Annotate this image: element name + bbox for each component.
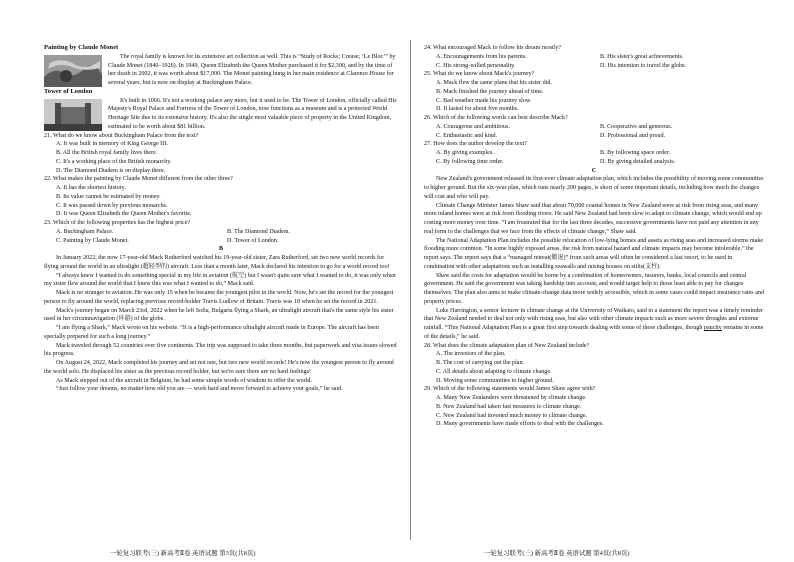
harrington-text-end: remains in some of the details,” he said. (424, 325, 764, 340)
passage-b-paragraph: Mack traveled through 52 countries over five continents. The trip was supposed to take three months, but paperwork and visa issues slowed his progress. (44, 342, 397, 358)
q29-option-d: D. Many governments have made efforts to deal with the challenges. (436, 421, 604, 428)
q24-option-a: A. Encouragements from his parents. (436, 53, 527, 60)
question-28: 28. What does the climate adaptation plan of New Zealand include? (424, 342, 590, 349)
monet-text: The royal family is known for its extensive art collection as well. This is “Study of Rocks; Creuse; ‘Le Bloc’” by Claude Monet (1840–1926). In 1949, Queen Elizabeth the Queen Mother purchased it for $2,300, and by the time of her death in 2002, it was worth about $17,000. The Monet painting hung in her main residence at Clarence House for several years, but is now on display at Buckingham Palace. (108, 53, 396, 86)
q29-option-c: C. New Zealand had invested much money to climate change. (436, 412, 588, 419)
question-22: 22. What makes the painting by Claude Monet different from the other three? (44, 176, 233, 183)
passage-b-paragraph: “I am flying a Shark,” Mack wrote on his website. “It is a high-performance ultralight aircraft made in Europe. The aircraft has been specially prepared for such a long journey.” (44, 325, 379, 340)
section-c-heading: C (591, 167, 597, 174)
q25-option-d: D. It lasted for about five months. (436, 106, 519, 113)
page-4-column (424, 44, 764, 429)
q28-option-b: B. The cost of carrying out the plan. (436, 360, 525, 366)
page-divider (410, 40, 411, 540)
question-29: 29. Which of the following statements would James Shaw agree with? (424, 386, 596, 393)
section-b-heading: B (218, 246, 224, 253)
q26-option-a: A. Courageous and ambitious. (436, 123, 510, 130)
passage-c-paragraph: The National Adaptation Plan includes the possible relocation of low-lying homes and assets as rising seas and increased storms make flooding more common. “In some highly exposed areas, the risk from natural hazard and climate impacts may become intolerable,” the report says. The report says that a “managed retreat(撤退)” from such areas will often be considered a last resort, to be used in combination with other adaptations such as installing seawalls and raising houses on stilts(支柱). (424, 237, 764, 270)
q21-option-d: D. The Diamond Diadem is on display there. (56, 167, 166, 174)
page-3-footer: 一轮复习联考(三) 新高考Ⅱ卷 英语试题 第3页(共8页) (110, 550, 256, 557)
tower-text: It's built in 1066. It's not a working palace any more, but it used to be. The Tower of London, officially called His Majesty's Royal Palace and Fortress of the Tower of London, now functions as a museum and is a protected World Heritage Site due to its extensive history. It's also the single most valuable piece of property in the United Kingdom, estimated to be worth about $81 billion. (108, 97, 397, 130)
q25-option-b: B. Mack finished the journey ahead of time. (436, 88, 544, 95)
q24-option-b: B. His sister's great achievements. (600, 53, 684, 60)
question-24: 24. What encouraged Mack to follow his dream mostly? (424, 45, 562, 51)
monet-heading: Painting by Claude Monet (44, 44, 119, 51)
q28-option-d: D. Moving some communities to higher ground. (436, 377, 554, 384)
page-4-footer: 一轮复习联考(三) 新高考Ⅱ卷 英语试题 第4页(共8页) (484, 550, 630, 557)
monet-painting-image (44, 55, 102, 87)
q25-option-a: A. Mack flew the same plane that his sister did. (436, 80, 552, 86)
q22-option-a: A. It has the shortest history. (56, 185, 126, 191)
q27-option-a: A. By giving examples. (436, 150, 494, 156)
underlined-word: paucity (703, 325, 722, 331)
question-26: 26. Which of the following words can best describe Mack? (424, 115, 568, 121)
passage-b-paragraph: On August 24, 2022, Mack completed his journey and set not one, but two new world records! He's now the youngest person to fly around the world solo. He displaced his sister as the previous record holder, but we're sure there are no hard feelings! (44, 360, 394, 375)
q21-option-c: C. It's a working place of the British monarchy. (56, 158, 172, 165)
monet-block (44, 53, 398, 88)
question-21: 21. What do we know about Buckingham Palace from the text? (44, 132, 199, 139)
question-27: 27. How does the author develop the text? (424, 141, 527, 148)
q23-options-row-1 (44, 228, 398, 237)
q23-option-c: C. Painting by Claude Monet. (56, 237, 129, 244)
q26-option-b: B. Cooperative and generous. (600, 123, 673, 130)
q22-option-d: D. It was Queen Elizabeth the Queen Mother's favorite. (56, 211, 192, 218)
question-25: 25. What do we know about Mack's journey? (424, 71, 535, 78)
q26-option-d: D. Professional and proud. (600, 132, 666, 139)
q29-option-b: B. New Zealand had taken fast measures to climate change. (436, 403, 582, 410)
passage-c-paragraph: New Zealand's government released its first-ever climate adaptation plan, which includes the possibility of moving some communities to higher ground. But the six-year plan, which runs nearly 200 pages, is short of some important details, including how much the changes will cost and who will pay. (424, 176, 764, 200)
q24-option-d: D. His intention to travel the globe. (600, 62, 687, 69)
q26-option-c: C. Enthusiastic and kind. (436, 132, 498, 139)
q22-option-c: C. It was passed down by previous monarchs. (56, 202, 168, 209)
passage-b-paragraph: As Mack stepped out of the aircraft in Belgium, he had some simple words of wisdom to offer the world. (56, 377, 312, 384)
q28-option-c: C. All details about adapting to climate change. (436, 368, 552, 375)
q23-options-row-2 (44, 237, 398, 246)
passage-b-paragraph: “I always knew I wanted to do something special in my life in aviation (航空) but I wasn't quite sure what I wanted to do, it was only when my sister flew around the world that I knew this was what I wanted to do,” Mack said. (44, 272, 396, 288)
harrington-text: Luke Harrington, a senior lecturer in climate change at the University of Waikato, said in a statement the report was a timely reminder that New Zealand needed to deal not only with rising seas, but also with other climate impacts such as more severe droughts and extreme rainfall. “This National Adaptation Plan is a great first step towards dealing with some of these challenges, though (424, 307, 763, 331)
tower-block (44, 97, 398, 132)
q27-options-row-1 (424, 149, 764, 158)
q22-option-b: B. Its value cannot be estimated by money. (56, 193, 161, 200)
passage-b-paragraph: Mack is no stranger to aviation. He was only 15 when he became the youngest pilot in the world. Now, he's set the record for the youngest person to fly around the world, replacing previous record-holder Travis Ludlow of Britain. Travis was 18 when he set the record in 2021. (44, 290, 394, 305)
q27-option-b: B. By following space order. (600, 150, 671, 156)
q28-option-a: A. The investors of the plan. (436, 351, 506, 358)
passage-b-paragraph: “Just follow your dreams, no matter how old you are — work hard and move forward to achieve your goals,” he said. (56, 386, 343, 393)
q27-option-d: D. By giving detailed analysis. (600, 158, 676, 165)
q25-option-c: C. Bad weather made his journey slow. (436, 97, 532, 104)
q27-option-c: C. By following time order. (436, 158, 504, 165)
passage-b-paragraph: Mack's journey began on March 23rd, 2022 when he left Sofia, Bulgaria flying a Shark, an ultralight aircraft that's the same style his sister used in her circumnavigation (环游) of the globe. (44, 307, 394, 323)
q26-options-row-2 (424, 132, 764, 141)
q23-option-b: B. The Diamond Diadem. (227, 228, 291, 235)
q21-option-a: A. It was built in memory of King George III. (56, 141, 168, 148)
tower-of-london-image (44, 99, 102, 131)
page-3-column (44, 44, 398, 394)
q21-option-b: B. All the British royal family lives there. (56, 150, 158, 156)
passage-c-paragraph: Shaw said the costs for adaptation would be borne by a combination of homeowners, insurers, banks, local councils and central government. He said the government was taking hardship into account, and would target help to those least able to pay for changes themselves. The plan also aims to make climate-change data more widely accessible, which in some cases could impact insurance rates and property prices. (424, 272, 765, 305)
q26-options-row-1 (424, 123, 764, 132)
passage-c-paragraph-harrington (424, 307, 764, 342)
q29-option-a: A. Many New Zealanders were threatened by climate change. (436, 395, 587, 401)
tower-heading: Tower of London (44, 87, 93, 95)
q24-options-row-1 (424, 53, 764, 62)
q24-options-row-2 (424, 62, 764, 71)
q24-option-c: C. His strong-willed personality. (436, 62, 516, 69)
passage-b-paragraph: In January 2022, the now 17-year-old Mack Rutherford watched his 19-year-old sister, Zara Rutherford, set two new world records for flying around the world in an ultralight (超轻型的) aircraft. Less than a month later, Mack declared his intention to go for a world record too! (44, 255, 390, 270)
q23-option-d: D. Tower of London. (227, 237, 279, 244)
question-23: 23. Which of the following properties has the highest price? (44, 220, 191, 226)
q23-option-a: A. Buckingham Palace. (56, 228, 114, 235)
passage-c-paragraph: Climate Change Minister James Shaw said that about 70,000 coastal homes in New Zealand were at risk from rising seas, and many more inland homes were at risk from flooding rivers. He said New Zealand had been slow to adapt to climate change, which would end up costing more money over time. “I am frustrated that for the last three decades, successive governments have not paid any attention in any real form to the challenges that we face from the effects of climate change,” Shaw said. (424, 202, 762, 235)
q27-options-row-2 (424, 158, 764, 167)
